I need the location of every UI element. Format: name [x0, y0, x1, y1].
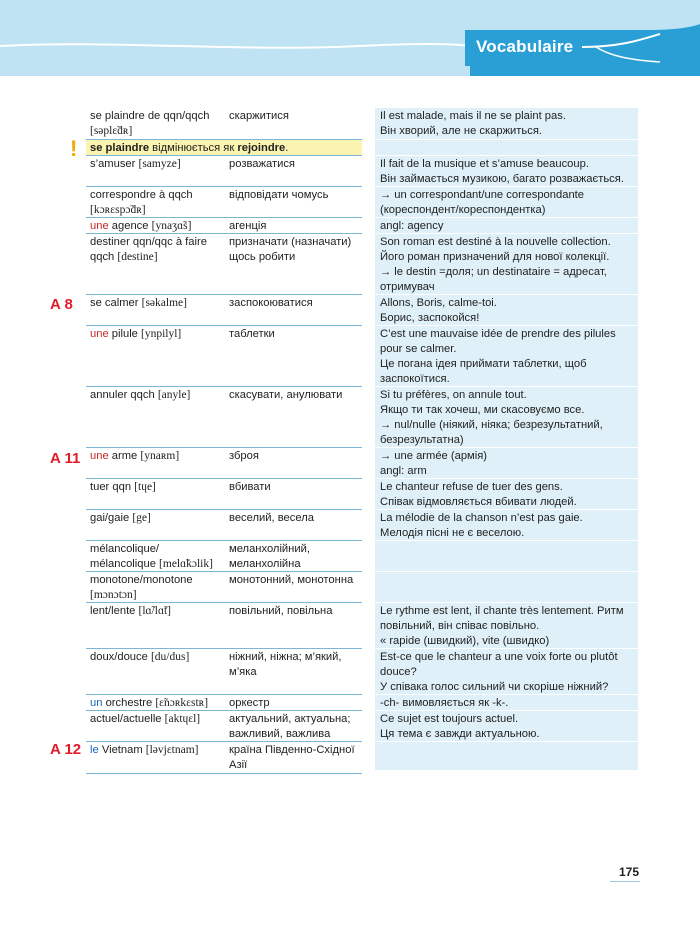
- article: une: [90, 220, 109, 232]
- transcription: [mɔnɔtɔn]: [90, 589, 137, 601]
- example-row: [375, 510, 638, 541]
- vocab-row: [86, 510, 362, 541]
- transcription: [ynaʀm]: [140, 450, 180, 462]
- example-text: → une armée (армія) angl: arm: [380, 450, 488, 477]
- vocab-term: [90, 542, 226, 572]
- translation: повільний, повільна: [229, 605, 333, 617]
- translation: таблетки: [229, 328, 275, 340]
- translation: ніжний, ніжна; м’який, м’яка: [229, 651, 342, 678]
- translation: зброя: [229, 450, 259, 462]
- vocab-term: [90, 743, 226, 758]
- example-row: [375, 187, 638, 218]
- word: agence: [111, 220, 149, 232]
- vocab-row: [86, 695, 362, 711]
- page-number: 175: [618, 865, 639, 879]
- example-row: [375, 742, 638, 774]
- vocab-row: [86, 603, 362, 649]
- word: tuer qqn: [90, 481, 132, 493]
- vocab-term: [90, 696, 226, 711]
- transcription: [ge]: [132, 512, 151, 524]
- translation: відповідати чомусь: [229, 189, 329, 201]
- translation: скасувати, анулювати: [229, 389, 343, 401]
- translation: розважатися: [229, 158, 295, 170]
- word: pilule: [111, 328, 138, 340]
- example-text: Il est malade, mais il ne se plaint pas. Він хворий, але не скаржиться.: [380, 110, 566, 137]
- translation: вбивати: [229, 481, 271, 493]
- word: destiner qqn/qqc à faire qqch: [90, 236, 207, 263]
- word: s’amuser: [90, 158, 136, 170]
- translation: призначати (назначати) щось робити: [229, 236, 352, 263]
- example-row: [375, 295, 638, 326]
- example-text: angl: agency: [380, 220, 444, 232]
- word: annuler qqch: [90, 389, 155, 401]
- page-number-rule: [610, 881, 640, 882]
- vocab-term: [90, 109, 226, 139]
- grammar-note: [86, 140, 362, 156]
- word: arme: [111, 450, 138, 462]
- example-row: [375, 695, 638, 711]
- translation: монотонний, монотонна: [229, 574, 354, 586]
- vocab-row: [86, 649, 362, 695]
- article: une: [90, 450, 109, 462]
- example-row: [375, 448, 638, 479]
- example-text: Le rythme est lent, il chante très lentement. Ритм повільний, він співає повільно. « rapide (швидкий), vite (швидко): [380, 605, 624, 647]
- translation: меланхолійний, меланхолійна: [229, 543, 310, 570]
- example-text: Le chanteur refuse de tuer des gens. Співак відмовляється вбивати людей.: [380, 481, 577, 508]
- translation: заспокоюватися: [229, 297, 313, 309]
- vocab-term: [90, 219, 226, 234]
- vocabulary-table: [86, 108, 362, 774]
- header-wave-decoration: [0, 0, 700, 76]
- transcription: [ynpilyl]: [141, 328, 182, 340]
- translation: країна Південно-Східної Азії: [229, 744, 355, 771]
- transcription: [anyle]: [157, 389, 191, 401]
- vocab-term: [90, 650, 226, 665]
- vocab-term: [90, 388, 226, 403]
- transcription: [səkalme]: [141, 297, 187, 309]
- note-text: [90, 141, 360, 156]
- example-row: [375, 234, 638, 295]
- transcription: [lɑ̃/lɑ̃t]: [138, 605, 171, 617]
- transcription: [destine]: [117, 251, 158, 263]
- word: Vietnam: [101, 744, 143, 756]
- example-row: [375, 572, 638, 603]
- vocab-row: [86, 387, 362, 448]
- example-text: La mélodie de la chanson n’est pas gaie. Мелодія пісні не є веселою.: [380, 512, 583, 539]
- word: se plaindre de qqn/qqch: [90, 110, 210, 122]
- transcription: [aktɥɛl]: [164, 713, 201, 725]
- word: gai/gaie: [90, 512, 130, 524]
- transcription: [ɛ̃nɔʀkɛstʀ]: [155, 697, 209, 709]
- example-text: Il fait de la musique et s’amuse beaucoup. Він займається музикою, багато розважається.: [380, 158, 624, 185]
- example-text: Son roman est destiné à la nouvelle collection. Його роман призначений для нової колекції. → le destin =доля; un destinataire = адресат, отримувач: [380, 236, 611, 293]
- word: correspondre à qqch: [90, 189, 193, 201]
- article: un: [90, 697, 103, 709]
- example-text: Si tu préfères, on annule tout. Якщо ти так хочеш, ми скасовуємо все. → nul/nulle (ніякий, ніяка; безрезультатний, безрезультатна): [380, 389, 603, 446]
- vocab-row: [86, 156, 362, 187]
- note-mid: відмінюється як: [149, 142, 238, 154]
- section-title: Vocabulaire: [476, 37, 574, 56]
- examples-column: [375, 108, 638, 770]
- note-ref: rejoindre: [237, 142, 286, 154]
- note-word: se plaindre: [90, 142, 150, 154]
- vocab-term: [90, 712, 226, 727]
- translation: актуальний, актуальна; важливий, важлива: [229, 713, 351, 740]
- vocab-term: [90, 327, 226, 342]
- transcription: [tɥe]: [134, 481, 156, 493]
- example-text: Est-ce que le chanteur a une voix forte ou plutôt douce? У співака голос сильний чи скоріше ніжний?: [380, 651, 618, 693]
- example-row: [375, 140, 638, 156]
- vocab-row: [86, 187, 362, 218]
- example-row: [375, 541, 638, 572]
- vocab-term: [90, 188, 226, 218]
- translation: агенція: [229, 220, 267, 232]
- vocab-row: [86, 108, 362, 140]
- vocab-term: [90, 511, 226, 526]
- example-row: [375, 156, 638, 187]
- transcription: [samyze]: [138, 158, 181, 170]
- vocab-row: [86, 572, 362, 603]
- word: mélancolique/ mélancolique: [90, 543, 160, 570]
- translation: скаржитися: [229, 110, 289, 122]
- example-row: [375, 387, 638, 448]
- vocab-term: [90, 449, 226, 464]
- vocab-row: [86, 711, 362, 742]
- section-marker-a8: A 8: [50, 296, 73, 313]
- transcription: [ləvjɛtnam]: [145, 744, 199, 756]
- transcription: [ynaʒɑ̃s]: [151, 220, 192, 232]
- vocab-row: [86, 479, 362, 510]
- example-row: [375, 218, 638, 234]
- vocab-term: [90, 480, 226, 495]
- transcription: [du/dus]: [150, 651, 190, 663]
- vocab-term: [90, 296, 226, 311]
- vocab-term: [90, 573, 226, 603]
- transcription: [melɑ̃kɔlik]: [159, 558, 213, 570]
- example-text: → un correspondant/une correspondante (кореспондент/кореспондентка): [380, 189, 584, 216]
- important-note-icon: !: [70, 136, 78, 161]
- vocab-term: [90, 157, 226, 172]
- example-row: [375, 108, 638, 140]
- example-row: [375, 326, 638, 387]
- vocab-row: [86, 295, 362, 326]
- example-text: C’est une mauvaise idée de prendre des pilules pour se calmer. Це погана ідея приймати таблетки, щоб заспокоїтися.: [380, 328, 616, 385]
- vocab-row: [86, 326, 362, 387]
- example-row: [375, 711, 638, 742]
- page-header: [0, 0, 700, 76]
- word: lent/lente: [90, 605, 136, 617]
- example-row: [375, 479, 638, 510]
- section-marker-a12: A 12: [50, 741, 82, 758]
- example-row: [375, 603, 638, 649]
- word: orchestre: [105, 697, 153, 709]
- section-marker-a11: A 11: [50, 450, 81, 467]
- translation: оркестр: [229, 697, 270, 709]
- example-text: Allons, Boris, calme-toi. Борис, заспокойся!: [380, 297, 497, 324]
- vocab-row: [86, 448, 362, 479]
- example-text: Ce sujet est toujours actuel. Ця тема є завжди актуальною.: [380, 713, 540, 740]
- word: se calmer: [90, 297, 139, 309]
- transcription: [kɔʀɛspɔ̃dʀ]: [90, 204, 146, 216]
- word: doux/douce: [90, 651, 148, 663]
- vocab-row: [86, 234, 362, 295]
- word: actuel/actuelle: [90, 713, 162, 725]
- vocab-row: [86, 541, 362, 572]
- example-text: -ch- вимовляється як -k-.: [380, 697, 509, 709]
- translation: веселий, весела: [229, 512, 314, 524]
- note-end: .: [285, 142, 289, 154]
- example-row: [375, 649, 638, 695]
- article: une: [90, 328, 109, 340]
- word: monotone/monotone: [90, 574, 193, 586]
- vocab-term: [90, 604, 226, 619]
- vocab-row: [86, 742, 362, 774]
- transcription: [səplɛ̃dʀ]: [90, 125, 133, 137]
- vocab-term: [90, 235, 226, 265]
- vocab-row: [86, 218, 362, 234]
- article: le: [90, 744, 99, 756]
